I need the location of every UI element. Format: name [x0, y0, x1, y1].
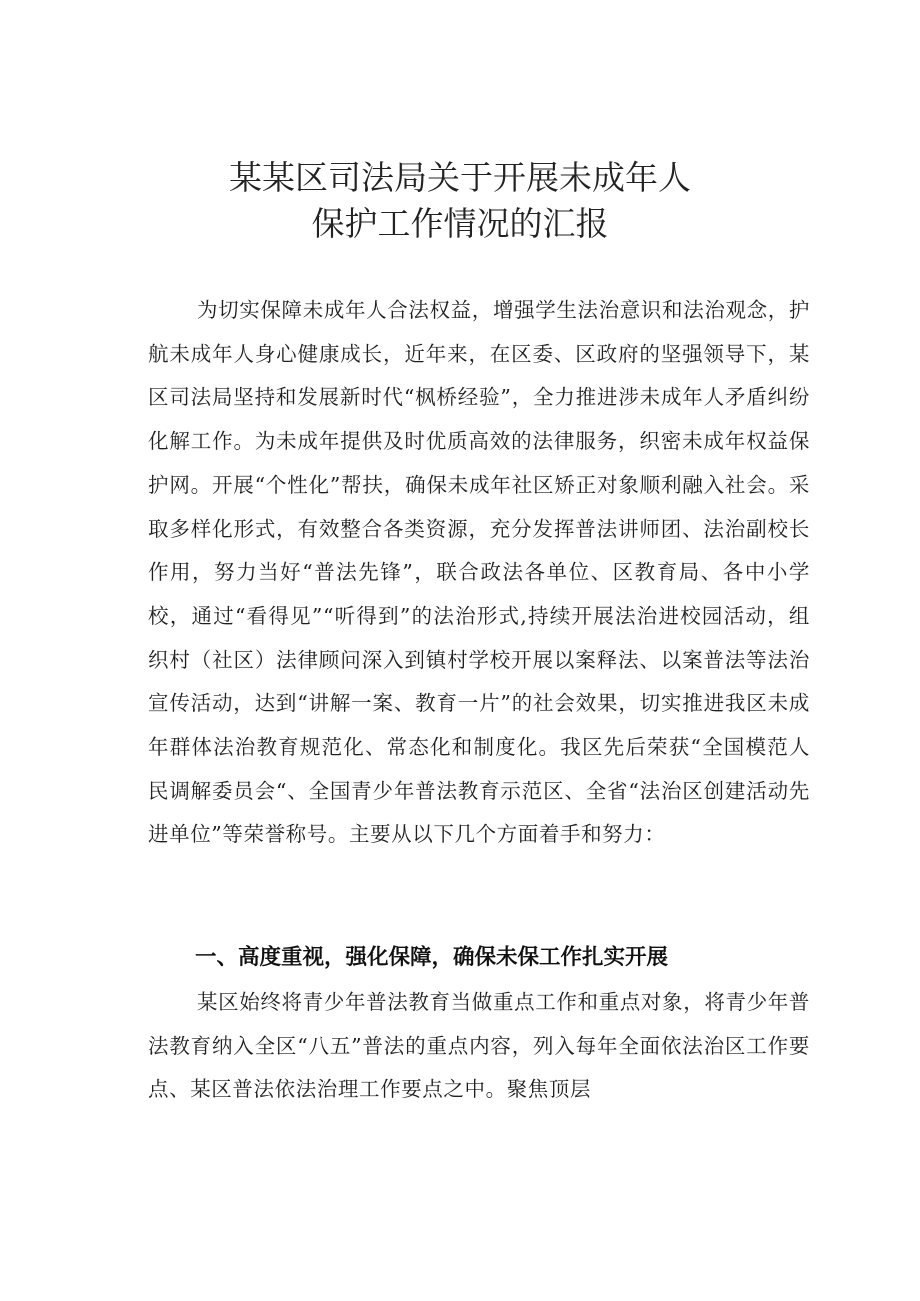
document-title-line2: 保护工作情况的汇报	[311, 204, 609, 243]
section1-paragraph: 某区始终将青少年普法教育当做重点工作和重点对象，将青少年普法教育纳入全区“八五”普法的重点内容，列入每年全面依法治区工作要点、某区普法依法治理工作要点之中。聚焦顶层	[148, 990, 810, 1102]
section-heading-1: 一、高度重视，强化保障，确保未保工作扎实开展	[195, 945, 669, 970]
intro-paragraph: 为切实保障未成年人合法权益，增强学生法治意识和法治观念，护航未成年人身心健康成长，近年来，在区委、区政府的坚强领导下，某区司法局坚持和发展新时代“枫桥经验”，全力推进涉未成年人矛盾纠纷化解工作。为未成年提供及时优质高效的法律服务，织密未成年权益保护网。开展“个性化”帮扶，确保未成年社区矫正对象顺利融入社会。采取多样化形式，有效整合各类资源，充分发挥普法讲师团、法治副校长作用，努力当好“普法先锋”，联合政法各单位、区教育局、各中小学校，通过“看得见”“听得到”的法治形式,持续开展法治进校园活动，组织村（社区）法律顾问深入到镇村学校开展以案释法、以案普法等法治宣传活动，达到“讲解一案、教育一片”的社会效果，切实推进我区未成年群体法治教育规范化、常态化和制度化。我区先后荣获“全国模范人民调解委员会“、全国青少年普法教育示范区、全省“法治区创建活动先进单位”等荣誉称号。主要从以下几个方面着手和努力：	[148, 298, 810, 847]
document-title-line1: 某某区司法局关于开展未成年人	[229, 158, 691, 197]
